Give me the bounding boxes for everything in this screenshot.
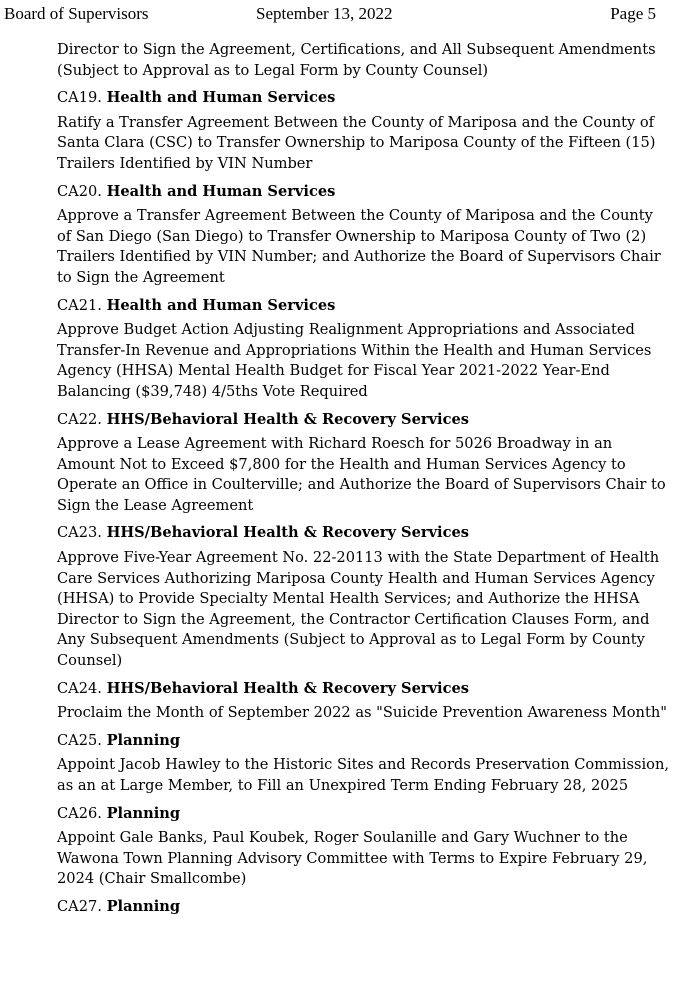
agenda-item-number: CA25. [57, 731, 102, 749]
agenda-item-heading [57, 731, 669, 752]
agenda-item-heading [57, 804, 669, 825]
agenda-item-title: Health and Human Services [106, 182, 336, 200]
agenda-item-number: CA26. [57, 804, 102, 822]
page-header [0, 4, 680, 26]
agenda-item-description: Appoint Jacob Hawley to the Historic Sites and Records Preservation Commission, as an at Large Member, to Fill an Unexpired Term Ending February 28, 2025 [57, 756, 670, 794]
agenda-item-ca21 [57, 296, 669, 403]
agenda-item-description: Appoint Gale Banks, Paul Koubek, Roger Soulanille and Gary Wuchner to the Wawona Town Planning Advisory Committee with Terms to Expire February 29, 2024 (Chair Smallcombe) [57, 829, 648, 888]
agenda-item-heading [57, 523, 669, 544]
agenda-item-number: CA24. [57, 679, 102, 697]
agenda-item-ca22 [57, 410, 669, 517]
agenda-item-title: Health and Human Services [106, 89, 336, 107]
agenda-item-heading [57, 296, 669, 317]
agenda-content [57, 40, 669, 925]
agenda-item-ca19 [57, 88, 669, 174]
agenda-item-ca26 [57, 804, 669, 890]
agenda-item-number: CA21. [57, 296, 102, 314]
header-page-number: Page 5 [610, 4, 656, 23]
agenda-item-title: HHS/Behavioral Health & Recovery Services [106, 410, 469, 428]
agenda-item-heading [57, 182, 669, 203]
agenda-item-description: Ratify a Transfer Agreement Between the County of Mariposa and the County of Santa Clara (CSC) to Transfer Ownership to Mariposa County of the Fifteen (15) Trailers Identified by VIN Number [57, 113, 656, 172]
agenda-item-heading [57, 410, 669, 431]
continued-paragraph: Director to Sign the Agreement, Certifications, and All Subsequent Amendments (Subject to Approval as to Legal Form by County Counsel) [57, 41, 656, 79]
agenda-item-title: Planning [106, 804, 181, 822]
agenda-item-description: Approve Five-Year Agreement No. 22-20113 with the State Department of Health Care Services Authorizing Mariposa County Health and Human Services Agency (HHSA) to Provide Specialty Mental Health Services; and Authorize the HHSA Director to Sign the Agreement, the Contractor Certification Clauses Form, and Any Subsequent Amendments (Subject to Approval as to Legal Form by County Counsel) [57, 549, 660, 670]
agenda-item-number: CA23. [57, 524, 102, 542]
agenda-item-ca27 [57, 897, 669, 918]
agenda-item-number: CA27. [57, 897, 102, 915]
header-date: September 13, 2022 [256, 4, 393, 23]
agenda-item-ca23 [57, 523, 669, 671]
agenda-item-description: Approve a Lease Agreement with Richard Roesch for 5026 Broadway in an Amount Not to Exceed $7,800 for the Health and Human Services Agency to Operate an Office in Coulterville; and Authorize the Board of Supervisors Chair to Sign the Lease Agreement [57, 435, 666, 514]
agenda-item-title: Planning [106, 897, 181, 915]
agenda-item-number: CA19. [57, 89, 102, 107]
agenda-item-description: Approve Budget Action Adjusting Realignment Appropriations and Associated Transfer-In Revenue and Appropriations Within the Health and Human Services Agency (HHSA) Mental Health Budget for Fiscal Year 2021-2022 Year-End Balancing ($39,748) 4/5ths Vote Required [57, 321, 652, 400]
agenda-item-title: HHS/Behavioral Health & Recovery Services [106, 524, 469, 542]
agenda-item-heading [57, 679, 669, 700]
agenda-item-title: HHS/Behavioral Health & Recovery Services [106, 679, 469, 697]
agenda-item-heading [57, 88, 669, 109]
agenda-item-title: Health and Human Services [106, 296, 336, 314]
agenda-item-heading [57, 897, 669, 918]
agenda-item-ca25 [57, 731, 669, 797]
agenda-item-description: Proclaim the Month of September 2022 as "Suicide Prevention Awareness Month" [57, 704, 667, 722]
agenda-item-number: CA22. [57, 410, 102, 428]
agenda-item-title: Planning [106, 731, 181, 749]
agenda-item-description: Approve a Transfer Agreement Between the County of Mariposa and the County of San Diego (San Diego) to Transfer Ownership to Mariposa County of Two (2) Trailers Identified by VIN Number; and Authorize the Board of Supervisors Chair to Sign the Agreement [57, 207, 661, 286]
agenda-item-ca20 [57, 182, 669, 289]
header-board-name: Board of Supervisors [4, 4, 149, 23]
agenda-item-ca24 [57, 679, 669, 724]
agenda-item-number: CA20. [57, 182, 102, 200]
